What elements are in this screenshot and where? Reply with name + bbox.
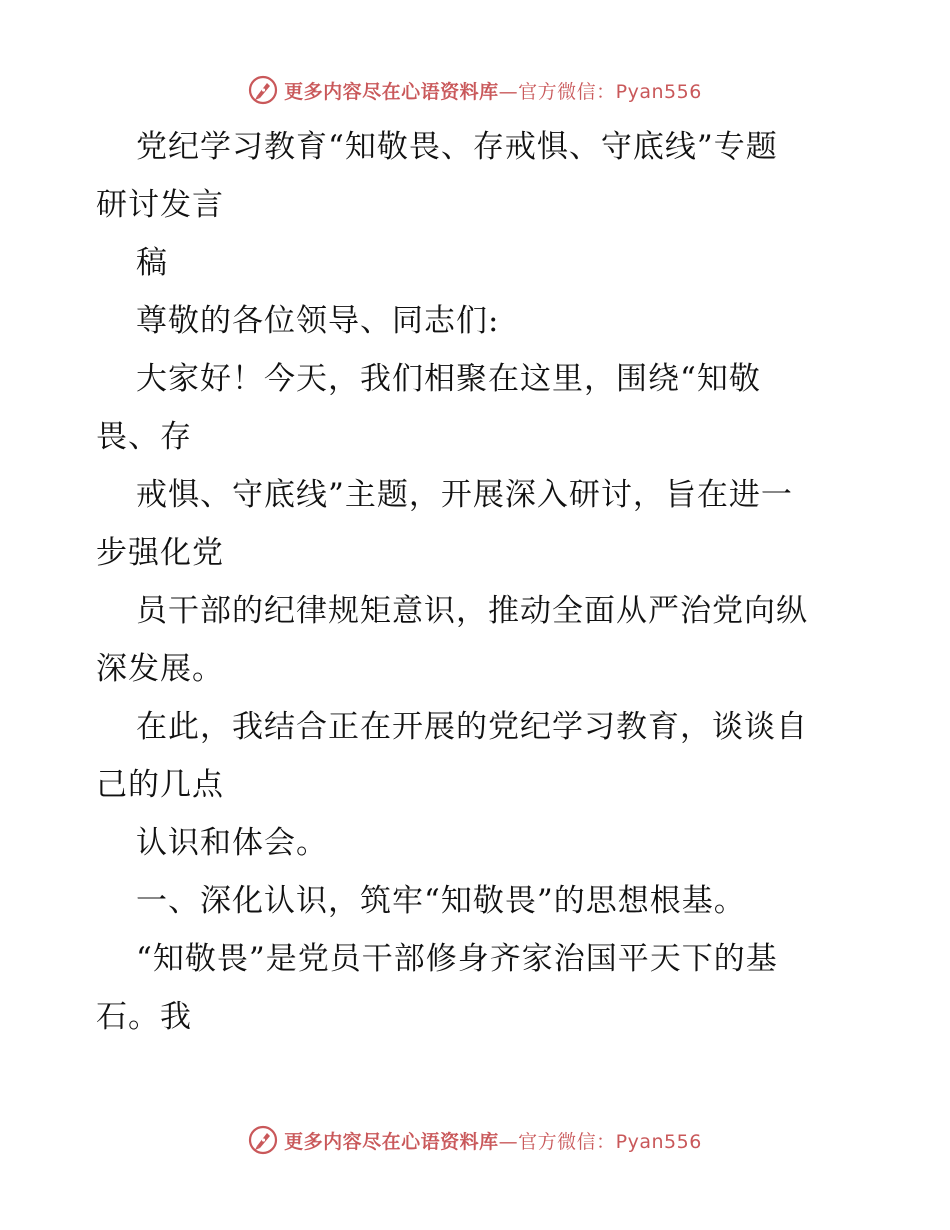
doc-line: 石。我	[96, 999, 192, 1035]
doc-line: 党纪学习教育“知敬畏、存戒惧、守底线”专题	[136, 129, 778, 165]
doc-line: 认识和体会。	[136, 825, 328, 861]
footer-separator: —	[498, 1130, 519, 1153]
doc-line: 稿	[136, 245, 168, 281]
header-brand: 更多内容尽在心语资料库	[284, 80, 499, 103]
doc-line: 员干部的纪律规矩意识，推动全面从严治党向纵	[136, 593, 808, 629]
header-banner	[0, 72, 950, 108]
pen-nib-logo-icon	[248, 1125, 278, 1155]
doc-line: 一、深化认识，筑牢“知敬畏”的思想根基。	[136, 883, 746, 919]
document-body	[96, 118, 852, 1046]
footer-contact: 官方微信：Pyan556	[518, 1130, 702, 1153]
header-contact: 官方微信：Pyan556	[518, 80, 702, 103]
pen-nib-logo-icon	[248, 75, 278, 105]
doc-line: 步强化党	[96, 535, 224, 571]
header-separator: —	[498, 80, 519, 103]
doc-line: 研讨发言	[96, 187, 224, 223]
footer-banner	[0, 1122, 950, 1158]
doc-line: 在此，我结合正在开展的党纪学习教育，谈谈自	[136, 709, 808, 745]
doc-line: 戒惧、守底线”主题，开展深入研讨，旨在进一	[136, 477, 793, 513]
doc-line: “知敬畏”是党员干部修身齐家治国平天下的基	[136, 941, 778, 977]
footer-brand: 更多内容尽在心语资料库	[284, 1130, 499, 1153]
doc-line: 大家好！今天，我们相聚在这里，围绕“知敬	[136, 361, 761, 397]
doc-line: 己的几点	[96, 767, 224, 803]
doc-line: 深发展。	[96, 651, 224, 687]
footer-text	[284, 1127, 702, 1154]
header-text	[284, 77, 702, 104]
doc-line: 尊敬的各位领导、同志们:	[136, 303, 500, 339]
doc-line: 畏、存	[96, 419, 192, 455]
